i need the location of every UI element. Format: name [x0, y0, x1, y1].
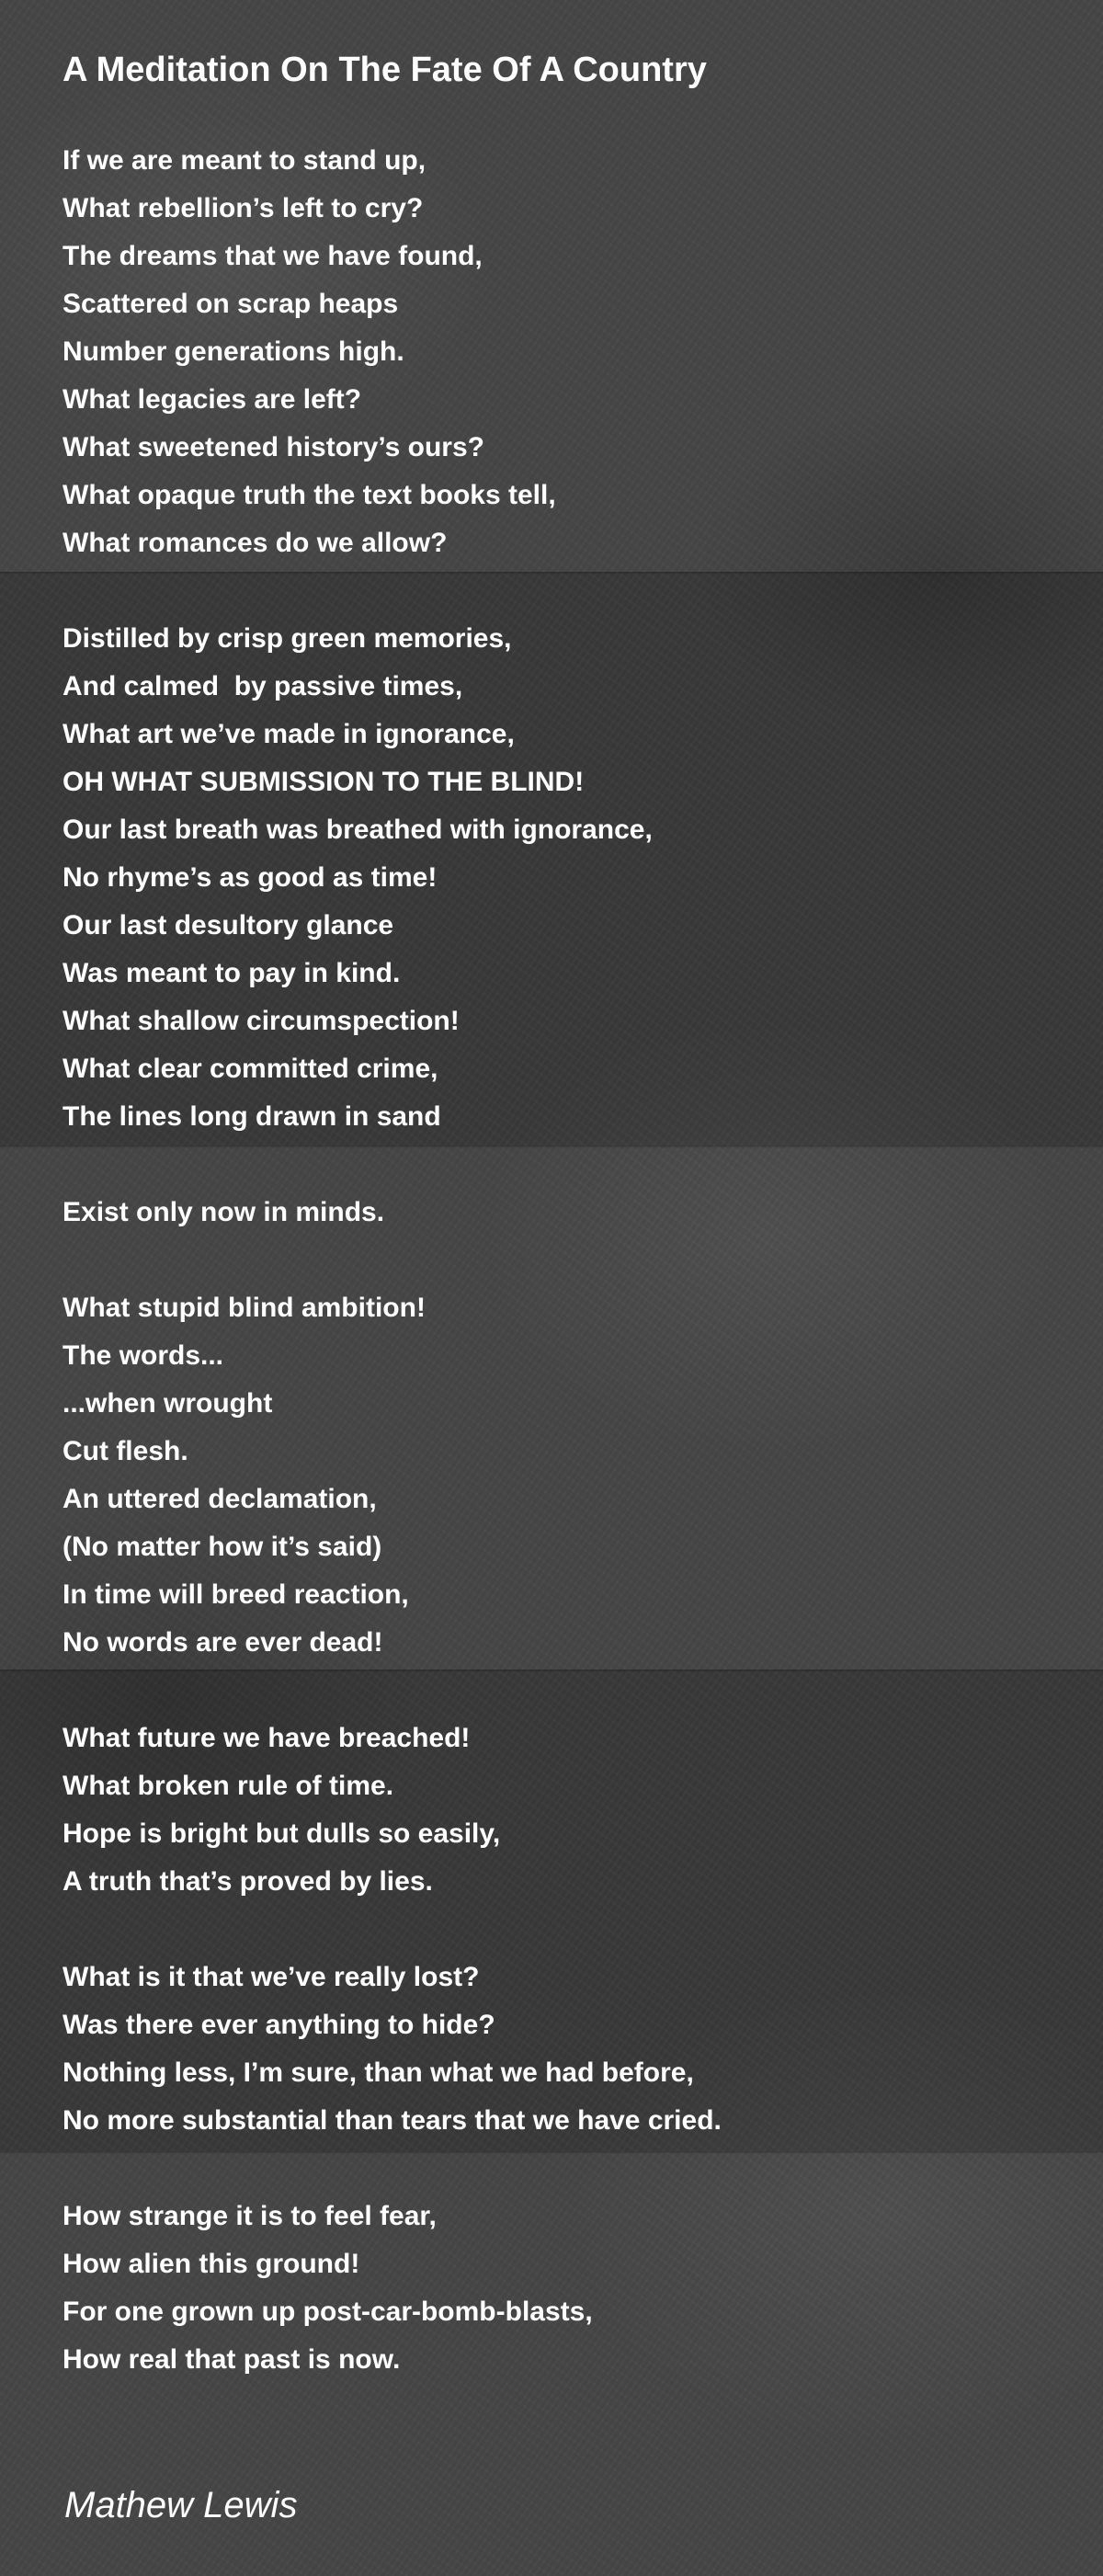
- poem-line: The lines long drawn in sand: [63, 1101, 441, 1132]
- poem-line: An uttered declamation,: [63, 1484, 377, 1514]
- poem-line: How strange it is to feel fear,: [63, 2201, 437, 2231]
- poem-line: Number generations high.: [63, 336, 404, 367]
- poem-line: What shallow circumspection!: [63, 1006, 460, 1036]
- poem-line: A truth that’s proved by lies.: [63, 1866, 433, 1897]
- poem-line: Our last desultory glance: [63, 910, 394, 940]
- poem-line: How alien this ground!: [63, 2249, 360, 2279]
- poem-line: Was meant to pay in kind.: [63, 958, 401, 988]
- poem-line: Scattered on scrap heaps: [63, 289, 399, 319]
- poem-line: Cut flesh.: [63, 1436, 188, 1466]
- poem-line: Hope is bright but dulls so easily,: [63, 1818, 501, 1849]
- poem-line: And calmed by passive times,: [63, 671, 463, 701]
- poem-line: Exist only now in minds.: [63, 1197, 385, 1227]
- poem-line: What is it that we’ve really lost?: [63, 1962, 480, 1992]
- poem-line: The dreams that we have found,: [63, 241, 483, 271]
- poem-line: What stupid blind ambition!: [63, 1293, 426, 1323]
- poem-line: No words are ever dead!: [63, 1627, 383, 1658]
- stanza-break: [63, 1906, 1055, 1954]
- poem-line: Distilled by crisp green memories,: [63, 623, 512, 654]
- poem-line: What romances do we allow?: [63, 528, 448, 558]
- poem-line: What legacies are left?: [63, 384, 362, 415]
- poem-body: [63, 137, 1055, 2384]
- poem-line: If we are meant to stand up,: [63, 145, 426, 176]
- poem-line: Nothing less, I’m sure, than what we had before,: [63, 2057, 694, 2088]
- poem-line: What sweetened history’s ours?: [63, 432, 484, 462]
- poem-line: In time will breed reaction,: [63, 1579, 409, 1610]
- poem-line: The words...: [63, 1340, 224, 1371]
- poem-author: Mathew Lewis: [64, 2485, 298, 2525]
- stanza-break: [63, 567, 1055, 615]
- poem-line: Was there ever anything to hide?: [63, 2010, 495, 2040]
- stanza-break: [63, 1141, 1055, 1189]
- poem-line: For one grown up post-car-bomb-blasts,: [63, 2297, 593, 2327]
- poem-line: What opaque truth the text books tell,: [63, 480, 556, 510]
- poem-line: What future we have breached!: [63, 1723, 471, 1753]
- poem-line: (No matter how it’s said): [63, 1532, 382, 1562]
- stanza-break: [63, 1237, 1055, 1284]
- poem-line: No rhyme’s as good as time!: [63, 862, 438, 893]
- poem-line: What art we’ve made in ignorance,: [63, 719, 515, 749]
- poem-line: How real that past is now.: [63, 2344, 401, 2375]
- poem-line: OH WHAT SUBMISSION TO THE BLIND!: [63, 767, 585, 797]
- stanza-break: [63, 2145, 1055, 2193]
- stanza-break: [63, 1667, 1055, 1715]
- poem-title: A Meditation On The Fate Of A Country: [63, 51, 707, 89]
- poem-line: ...when wrought: [63, 1388, 273, 1419]
- poem-line: What clear committed crime,: [63, 1054, 438, 1084]
- poem-line: Our last breath was breathed with ignorance,: [63, 815, 653, 845]
- poem-line: What rebellion’s left to cry?: [63, 193, 424, 223]
- poem-line: No more substantial than tears that we have cried.: [63, 2105, 722, 2136]
- poem-line: What broken rule of time.: [63, 1771, 394, 1801]
